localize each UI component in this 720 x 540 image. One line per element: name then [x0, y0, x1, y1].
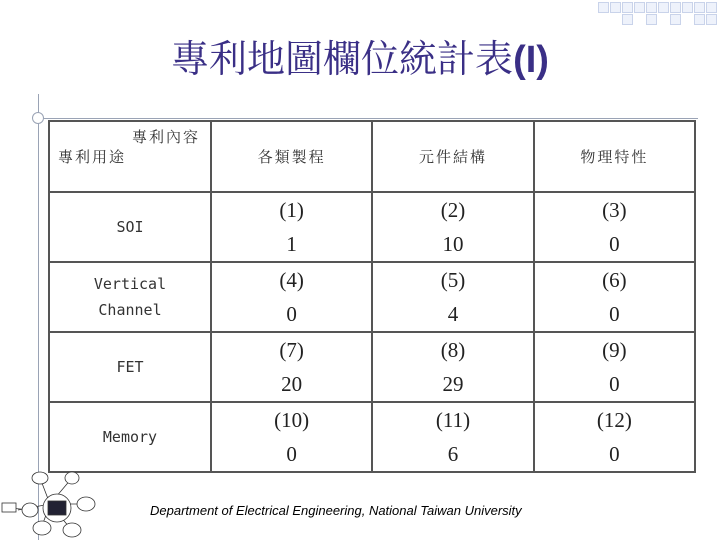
table-cell — [372, 332, 533, 402]
cell-count: 0 — [609, 442, 620, 466]
corner-label-usage: 專利用途 — [58, 148, 127, 166]
cell-count: 4 — [447, 302, 459, 326]
cell-count: 0 — [609, 302, 620, 326]
cell-id: (3) — [602, 198, 627, 222]
cell-id: (9) — [602, 338, 627, 362]
cell-id: (8) — [440, 338, 466, 362]
accent-horizontal-line — [38, 118, 698, 119]
table-cell — [211, 332, 372, 402]
cell-count: 20 — [281, 372, 303, 396]
cell-id: (2) — [440, 198, 466, 222]
cell-count: 6 — [447, 442, 459, 466]
cell-id: (6) — [602, 268, 627, 292]
column-header: 各類製程 — [211, 121, 372, 192]
row-label: FET — [49, 332, 211, 402]
table-cell — [211, 262, 372, 332]
cell-id: (11) — [435, 408, 471, 432]
cell-id: (10) — [274, 408, 310, 432]
row-label: SOI — [49, 192, 211, 262]
cell-id: (12) — [596, 408, 632, 432]
title-chinese: 專利地圖欄位統計表 — [171, 37, 514, 81]
cell-id: (4) — [279, 268, 304, 292]
corner-grid-decoration — [590, 0, 720, 30]
row-label — [49, 262, 211, 332]
table-row — [49, 402, 695, 472]
column-header: 物理特性 — [534, 121, 695, 192]
cell-id: (5) — [440, 268, 466, 292]
corner-cell — [49, 121, 211, 192]
title-roman-numeral: (I) — [513, 39, 549, 81]
slide-title — [0, 32, 720, 87]
cell-count: 0 — [286, 442, 297, 466]
column-header: 元件結構 — [372, 121, 533, 192]
accent-circle — [32, 112, 44, 124]
table-cell — [372, 192, 533, 262]
table-cell — [534, 192, 695, 262]
table-cell — [534, 402, 695, 472]
table-cell — [372, 402, 533, 472]
table-row — [49, 262, 695, 332]
cell-count: 0 — [609, 232, 620, 256]
table-cell — [534, 262, 695, 332]
cell-count: 29 — [442, 372, 464, 396]
row-label-text: Vertical Channel — [93, 275, 167, 319]
table-cell — [211, 402, 372, 472]
table-cell — [372, 262, 533, 332]
cell-count: 0 — [286, 302, 297, 326]
table-row — [49, 332, 695, 402]
university-logo-diagram — [0, 470, 100, 538]
cell-count: 0 — [609, 372, 620, 396]
cell-id: (7) — [279, 338, 304, 362]
row-label: Memory — [49, 402, 211, 472]
table-header-row — [49, 121, 695, 192]
cell-count: 10 — [442, 232, 464, 256]
cell-count: 1 — [286, 232, 297, 256]
corner-label-content: 專利內容 — [131, 128, 200, 146]
patent-statistics-table — [48, 120, 696, 473]
table-cell — [211, 192, 372, 262]
table-row — [49, 192, 695, 262]
cell-id: (1) — [279, 198, 304, 222]
table-cell — [534, 332, 695, 402]
footer-department: Department of Electrical Engineering, National Taiwan University — [150, 503, 522, 518]
